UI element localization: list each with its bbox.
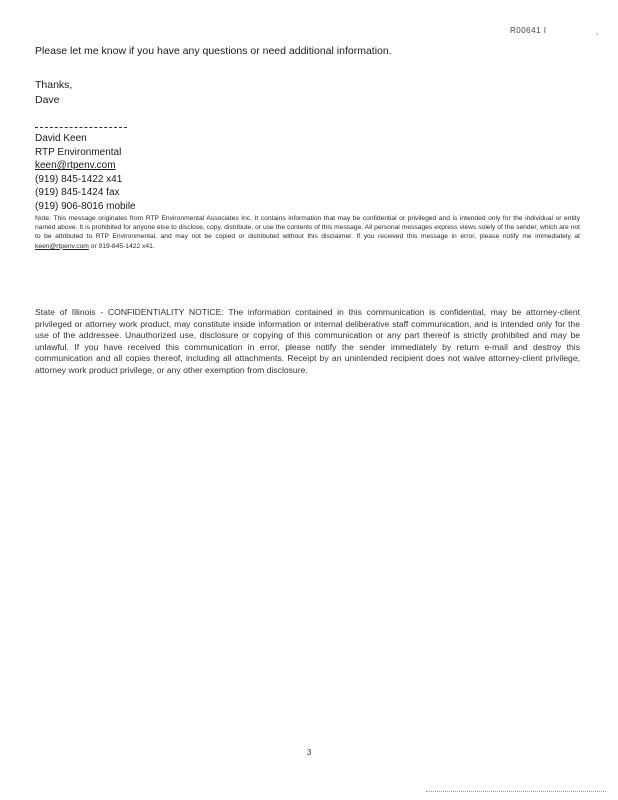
signature-phone-office: (919) 845-1422 x41 — [35, 173, 123, 185]
confidentiality-notice: State of Illinois - CONFIDENTIALITY NOTICE: The information contained in this communication is confidential, may be attorney-client privileged or attorney work product, may constitute inside information or internal deliberative staff communication, and is intended only for the use of the addressee. Unauthorized use, disclosure or copying of this communication or any part thereof is strictly prohibited and may be unlawful. If you have received this communication in error, please notify the sender immediately by return e-mail and destroy this communication and all copies thereof, including all attachments. Receipt by an unintended recipient does not waive attorney-client privilege, attorney work product privilege, or any other exemption from disclosure. — [35, 307, 580, 375]
corner-mark: , — [596, 27, 599, 36]
disclaimer-note — [35, 214, 580, 251]
closing-block — [35, 78, 580, 108]
signature-block — [35, 132, 580, 213]
signature-phone-mobile: (919) 906-8016 mobile — [35, 200, 136, 212]
document-id: R00641 I — [510, 26, 547, 35]
signature-email-link[interactable]: keen@rtpenv.com — [35, 160, 116, 171]
signature-rule — [35, 127, 127, 128]
footer-dotted-line — [426, 791, 606, 794]
closing-text: Thanks, — [35, 79, 73, 91]
intro-line: Please let me know if you have any questions or need additional information. — [35, 45, 392, 57]
disclaimer-email-link[interactable]: keen@rtpenv.com — [35, 242, 89, 250]
signature-company: RTP Environmental — [35, 146, 122, 158]
signature-name: David Keen — [35, 133, 87, 144]
signature-phone-fax: (919) 845-1424 fax — [35, 187, 120, 198]
page-number: 3 — [307, 748, 312, 757]
disclaimer-note-text: Note: This message originates from RTP Environmental Associates Inc. It contains information that may be confidential or privileged and is intended only for the individual or entity named above. It is prohibited for anyone else to disclose, copy, distribute, or use the contents of this message. All personal messages express views solely of the sender, which are not to be attributed to RTP Environmental, and may not be copied or distributed without this disclaimer. If you received this message in error, please notify me immediately at — [35, 215, 580, 241]
disclaimer-note-tail: or 919-845-1422 x41. — [90, 242, 155, 250]
sender-first-name: Dave — [35, 94, 60, 106]
